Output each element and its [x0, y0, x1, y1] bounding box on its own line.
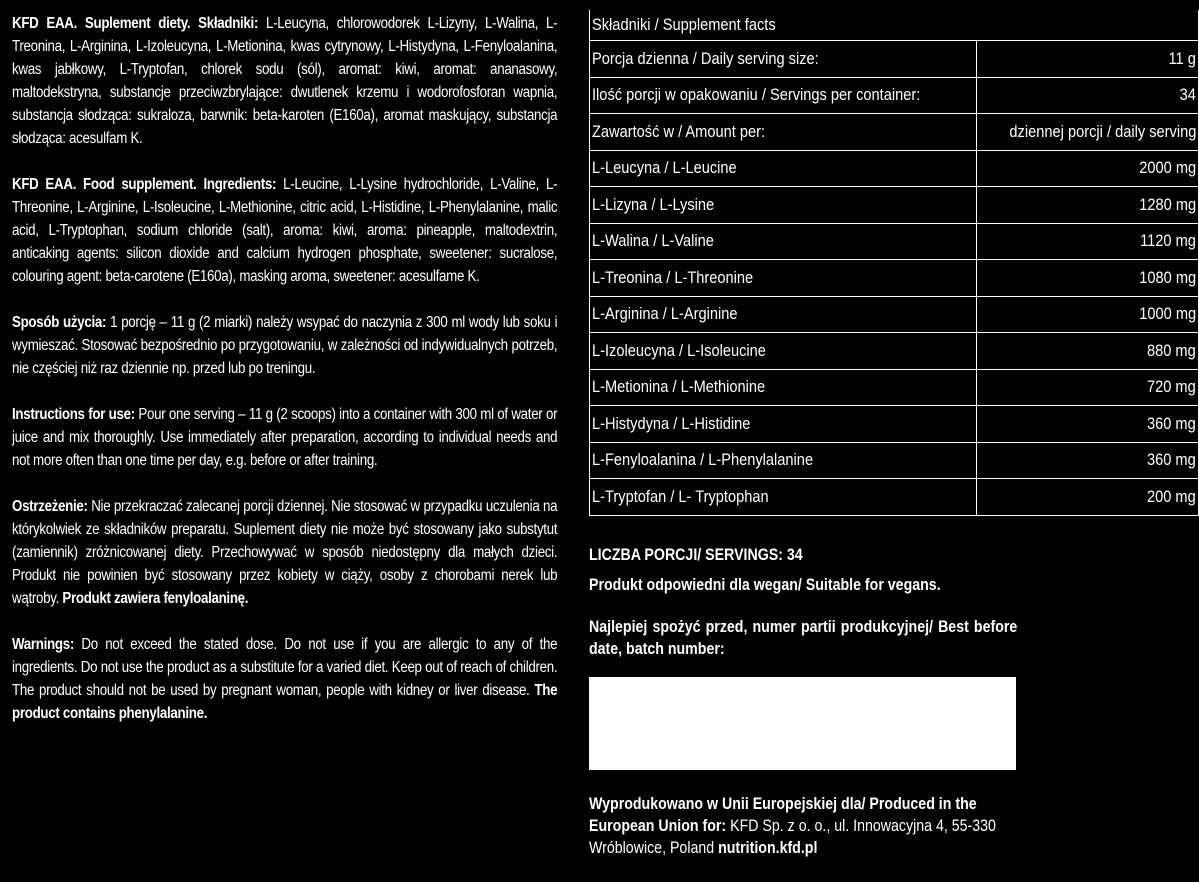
nutrient-row — [590, 187, 1199, 224]
en-usage-text: Pour one serving – 11 g (2 scoops) into a container with 300 ml of water or juice and mix thoroughly. Use immediately after preparation, according to individual needs and not more often than one time per day, e.g. before or after training. — [12, 406, 558, 469]
right-column — [589, 10, 1197, 660]
producer-label: Wyprodukowano w Unii Europejskiej dla/ Produced in the European Union for: — [589, 795, 977, 835]
nutrient-amount: 1280 mg — [976, 187, 1198, 224]
nutrient-name: L-Lizyna / L-Lysine — [590, 187, 977, 224]
amount-per-row — [590, 114, 1199, 151]
nutrient-name: L-Histydyna / L-Histidine — [590, 406, 977, 443]
amount-per-value: dziennej porcji / daily serving — [976, 114, 1198, 151]
serving-size-row — [590, 41, 1199, 78]
en-usage-label: Instructions for use: — [12, 406, 135, 423]
nutrient-amount: 2000 mg — [976, 150, 1198, 187]
en-usage-paragraph — [12, 403, 557, 472]
pl-usage-label: Sposób użycia: — [12, 314, 107, 331]
vegan-note: Produkt odpowiedni dla wegan/ Suitable for vegans. — [589, 575, 941, 594]
pl-ingredients-text: L-Leucyna, chlorowodorek L-Lizyny, L-Walina, L-Treonina, L-Arginina, L-Izoleucyna, L-Metionina, kwas cytrynowy, L-Histydyna, L-Fenyloalanina, kwas jabłkowy, L-Tryptofan, chlorek sodu (sól), aromat: kiwi, aromat: ananasowy, maltodekstryna, substancje przeciwzbrylające: dwutlenek krzemu i wodorofosforan wapnia, substancja słodząca: sukraloza, barwnik: beta-karoten (E160a), aromat maskujący, substancja słodząca: acesulfam K. — [12, 15, 558, 147]
servings-per-container-label: Ilość porcji w opakowaniu / Servings per container: — [590, 77, 977, 114]
en-warning-text: Do not exceed the stated dose. Do not use if you are allergic to any of the ingredients. Do not use the product as a substitute for a varied diet. Keep out of reach of children. The product should not be used by pregnant woman, people with kidney or liver disease. — [12, 636, 558, 699]
nutrient-amount: 1120 mg — [976, 223, 1198, 260]
pl-ingredients-paragraph — [12, 12, 557, 150]
pl-warning-paragraph — [12, 495, 557, 610]
nutrient-amount: 1000 mg — [976, 296, 1198, 333]
producer-info — [589, 793, 1019, 859]
servings-per-container-row — [590, 77, 1199, 114]
pl-warning-text: Nie przekraczać zalecanej porcji dziennej. Nie stosować w przypadku uczulenia na którykolwiek ze składników preparatu. Suplement diety nie może być stosowany jako substytut (zamiennik) zróżnicowanej diety. Przechowywać w sposób niedostępny dla małych dzieci. Produkt nie powinien być stosowany przez kobiety w ciąży, osoby z chorobami nerek lub wątroby. — [12, 498, 558, 607]
nutrient-name: L-Arginina / L-Arginine — [590, 296, 977, 333]
servings-count: LICZBA PORCJI/ SERVINGS: 34 — [589, 545, 803, 564]
serving-size-value: 11 g — [976, 41, 1198, 78]
nutrient-name: L-Tryptofan / L- Tryptophan — [590, 479, 977, 516]
nutrient-row — [590, 479, 1199, 516]
nutrient-row — [590, 442, 1199, 479]
left-text-column — [12, 12, 557, 748]
en-warning-label: Warnings: — [12, 636, 74, 653]
amount-per-label: Zawartość w / Amount per: — [590, 114, 977, 151]
nutrient-name: L-Treonina / L-Threonine — [590, 260, 977, 297]
nutrient-amount: 200 mg — [976, 479, 1198, 516]
nutrient-amount: 360 mg — [976, 442, 1198, 479]
nutrient-row — [590, 333, 1199, 370]
best-before-note: Najlepiej spożyć przed, numer partii produkcyjnej/ Best before date, batch number: — [589, 617, 1018, 658]
en-warning-paragraph — [12, 633, 557, 725]
batch-number-box — [589, 677, 1016, 770]
pl-ingredients-label: KFD EAA. Suplement diety. Składniki: — [12, 15, 259, 32]
nutrient-amount: 1080 mg — [976, 260, 1198, 297]
nutrient-row — [590, 406, 1199, 443]
nutrient-row — [590, 296, 1199, 333]
nutrient-name: L-Izoleucyna / L-Isoleucine — [590, 333, 977, 370]
producer-website: nutrition.kfd.pl — [718, 839, 818, 857]
producer-address: KFD Sp. z o. o., ul. Innowacyjna 4, 55-330 Wróblowice, Poland — [589, 817, 996, 857]
nutrient-name: L-Metionina / L-Methionine — [590, 369, 977, 406]
nutrient-amount: 720 mg — [976, 369, 1198, 406]
supplement-facts-table — [589, 10, 1199, 516]
servings-per-container-value: 34 — [976, 77, 1198, 114]
nutrient-amount: 880 mg — [976, 333, 1198, 370]
pl-warning-phenylalanine: Produkt zawiera fenyloalaninę. — [62, 590, 249, 607]
pl-warning-label: Ostrzeżenie: — [12, 498, 88, 515]
nutrient-name: L-Leucyna / L-Leucine — [590, 150, 977, 187]
nutrient-row — [590, 223, 1199, 260]
nutrient-amount: 360 mg — [976, 406, 1198, 443]
nutrient-name: L-Walina / L-Valine — [590, 223, 977, 260]
pl-usage-paragraph — [12, 311, 557, 380]
nutrient-row — [590, 150, 1199, 187]
pl-usage-text: 1 porcję – 11 g (2 miarki) należy wsypać do naczynia z 300 ml wody lub soku i wymieszać. Stosować bezpośrednio po przygotowaniu, w zależności od indywidualnych potrzeb, nie częściej niż raz dziennie np. przed lub po treningu. — [12, 314, 558, 377]
nutrient-row — [590, 369, 1199, 406]
en-warning-phenylalanine: The product contains phenylalanine. — [12, 682, 558, 722]
facts-header: Składniki / Supplement facts — [590, 10, 1199, 41]
facts-header-row — [590, 10, 1199, 41]
en-ingredients-label: KFD EAA. Food supplement. Ingredients: — [12, 176, 277, 193]
nutrient-name: L-Fenyloalanina / L-Phenylalanine — [590, 442, 977, 479]
en-ingredients-text: L-Leucine, L-Lysine hydrochloride, L-Valine, L-Threonine, L-Arginine, L-Isoleucine, L-Methionine, citric acid, L-Histidine, L-Phenylalanine, malic acid, L-Tryptophan, sodium chloride (salt), aroma: kiwi, aroma: pineapple, maltodextrin, anticaking agents: silicon dioxide and calcium hydrogen phosphate, sweetener: sucralose, colouring agent: beta-carotene (E160a), masking aroma, sweetener: acesulfame K. — [12, 176, 558, 285]
serving-size-label: Porcja dzienna / Daily serving size: — [590, 41, 977, 78]
nutrient-row — [590, 260, 1199, 297]
en-ingredients-paragraph — [12, 173, 557, 288]
